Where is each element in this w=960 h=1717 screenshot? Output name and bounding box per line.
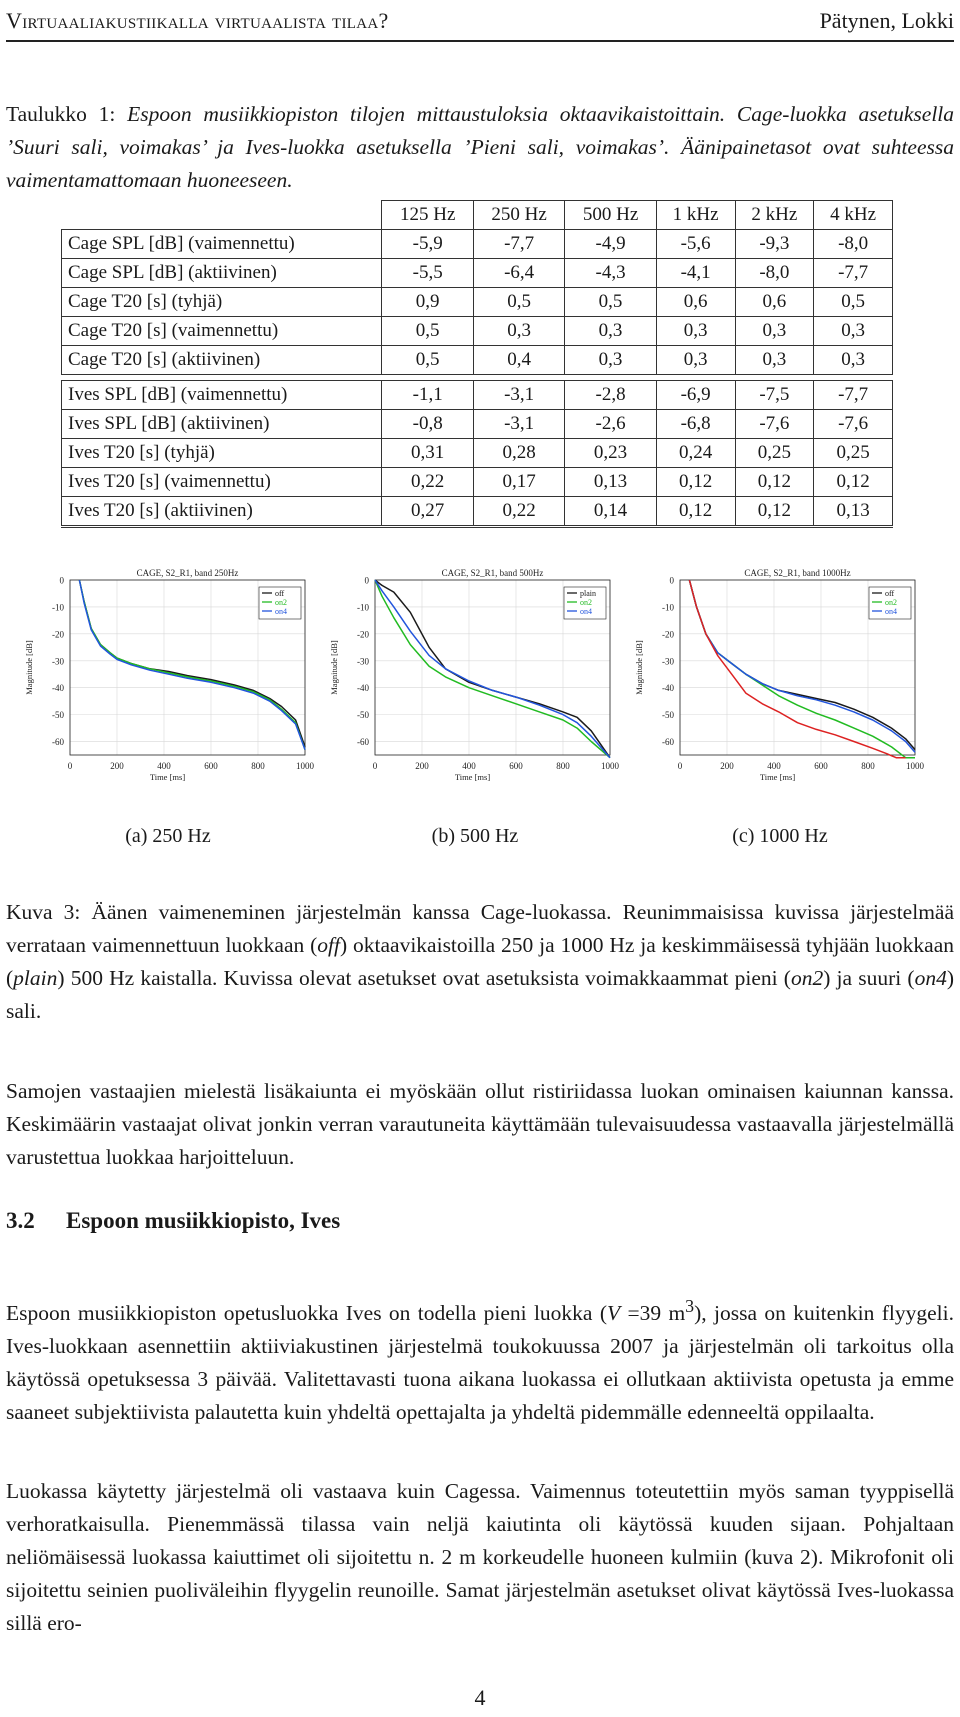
- legend-label: off: [885, 589, 895, 598]
- table-cell: 0,17: [473, 468, 564, 497]
- x-tick-label: 400: [462, 761, 476, 771]
- table-caption: [6, 98, 954, 197]
- table-cell: 0,5: [382, 346, 473, 375]
- y-tick-label: -30: [52, 656, 64, 667]
- legend-label: on4: [275, 607, 287, 616]
- x-axis-label: Time [ms]: [454, 772, 491, 782]
- row-label: Cage SPL [dB] (vaimennettu): [62, 230, 382, 259]
- table-cell: -7,6: [735, 410, 814, 439]
- col-header: 1 kHz: [656, 201, 735, 230]
- y-tick-label: -60: [357, 737, 369, 748]
- x-tick-label: 600: [509, 761, 523, 771]
- table-caption-label: Taulukko 1:: [6, 102, 116, 126]
- figure-caption: [6, 896, 954, 1028]
- table-cell: -7,6: [814, 410, 893, 439]
- y-tick-label: -50: [357, 710, 369, 721]
- row-label: Cage T20 [s] (tyhjä): [62, 288, 382, 317]
- plot-svg: [20, 565, 330, 815]
- y-tick-label: -40: [662, 683, 674, 694]
- figure-caption-text-5: ) sali.: [6, 966, 954, 1023]
- table-cell: 0,23: [565, 439, 656, 468]
- row-label: Ives T20 [s] (tyhjä): [62, 439, 382, 468]
- table-cell: -8,0: [814, 230, 893, 259]
- figure-caption-em-on4: on4: [914, 966, 947, 990]
- row-label: Ives SPL [dB] (vaimennettu): [62, 381, 382, 410]
- x-tick-label: 200: [415, 761, 429, 771]
- legend-label: on2: [580, 598, 592, 607]
- table-row: [62, 259, 893, 288]
- decay-plot-1000hz: [630, 565, 940, 815]
- y-tick-label: -40: [52, 683, 64, 694]
- legend-label: off: [275, 589, 285, 598]
- col-header: 250 Hz: [473, 201, 564, 230]
- y-axis-label: Magnitude [dB]: [634, 640, 644, 695]
- y-tick-label: -50: [662, 710, 674, 721]
- figure-caption-em-off: off: [317, 933, 340, 957]
- table-cell: -3,1: [473, 410, 564, 439]
- table-cell: 0,3: [565, 317, 656, 346]
- figure-caption-label: Kuva 3:: [6, 900, 81, 924]
- table-caption-text: Espoon musiikkiopiston tilojen mittaustuloksia oktaavikaistoittain. Cage-luokka asetuksella ’Suuri sali, voimakas’ ja Ives-luokka asetuksella ’Pieni sali, voimakas’. Äänipainetasot ovat suhteessa vaimentamattomaan huoneeseen.: [6, 102, 955, 192]
- table-cell: 0,12: [656, 497, 735, 527]
- x-tick-label: 200: [110, 761, 124, 771]
- table-cell: 0,5: [565, 288, 656, 317]
- running-head: [6, 8, 954, 34]
- table-cell: 0,6: [656, 288, 735, 317]
- subcaption-a: (a) 250 Hz: [125, 825, 211, 847]
- y-axis-label: Magnitude [dB]: [24, 640, 34, 695]
- paragraph-2: [6, 1290, 954, 1429]
- table-body: [62, 230, 893, 527]
- table-cell: 0,12: [735, 468, 814, 497]
- figure-caption-em-on2: on2: [790, 966, 824, 990]
- table-cell: -4,9: [565, 230, 656, 259]
- table-cell: -6,8: [656, 410, 735, 439]
- y-tick-label: -10: [52, 602, 64, 613]
- legend-label: on2: [275, 598, 287, 607]
- table-cell: 0,5: [382, 317, 473, 346]
- y-tick-label: -40: [357, 683, 369, 694]
- x-tick-label: 800: [861, 761, 875, 771]
- row-label: Ives SPL [dB] (aktiivinen): [62, 410, 382, 439]
- table-cell: -0,8: [382, 410, 473, 439]
- table-cell: 0,28: [473, 439, 564, 468]
- table-cell: -6,9: [656, 381, 735, 410]
- x-tick-label: 400: [157, 761, 171, 771]
- plot-title: CAGE, S2_R1, band 500Hz: [441, 568, 544, 578]
- decay-plot-500hz: [325, 565, 635, 815]
- figure-caption-text-4: ) ja suuri (: [823, 966, 915, 990]
- x-axis-label: Time [ms]: [759, 772, 796, 782]
- y-tick-label: -30: [662, 656, 674, 667]
- y-tick-label: -30: [357, 656, 369, 667]
- figure-caption-text-2: ) oktaavikaistoilla 250 ja 1000 Hz ja keskimmäisessä tyhjään luokkaan (: [6, 933, 954, 990]
- section-title: Espoon musiikkiopisto, Ives: [66, 1208, 341, 1233]
- table-cell: 0,3: [814, 346, 893, 375]
- table-cell: -9,3: [735, 230, 814, 259]
- table-cell: -8,0: [735, 259, 814, 288]
- x-tick-label: 600: [814, 761, 828, 771]
- x-tick-label: 0: [372, 761, 378, 771]
- table-row: [62, 439, 893, 468]
- legend-label: on4: [580, 607, 592, 616]
- volume-exponent: 3: [685, 1296, 695, 1316]
- table-cell: -4,1: [656, 259, 735, 288]
- y-tick-label: -20: [52, 629, 64, 640]
- table-row: [62, 346, 893, 375]
- y-tick-label: 0: [364, 575, 369, 586]
- table-cell: 0,13: [565, 468, 656, 497]
- table-cell: 0,3: [735, 317, 814, 346]
- table-cell: 0,9: [382, 288, 473, 317]
- table-cell: 0,12: [735, 497, 814, 527]
- x-tick-label: 400: [767, 761, 781, 771]
- table-cell: -3,1: [473, 381, 564, 410]
- table-corner: [62, 201, 382, 230]
- x-tick-label: 800: [556, 761, 570, 771]
- y-tick-label: -20: [357, 629, 369, 640]
- x-tick-label: 0: [67, 761, 73, 771]
- table-cell: 0,27: [382, 497, 473, 527]
- page-number: 4: [474, 1685, 486, 1710]
- table-cell: -5,6: [656, 230, 735, 259]
- row-label: Cage T20 [s] (vaimennettu): [62, 317, 382, 346]
- col-header: 2 kHz: [735, 201, 814, 230]
- y-tick-label: -10: [662, 602, 674, 613]
- running-authors: Pätynen, Lokki: [819, 8, 954, 33]
- table-cell: 0,24: [656, 439, 735, 468]
- table-row: [62, 410, 893, 439]
- header-rule: [6, 40, 954, 42]
- table-cell: 0,25: [735, 439, 814, 468]
- table-cell: 0,12: [814, 468, 893, 497]
- x-tick-label: 200: [720, 761, 734, 771]
- table-row: [62, 468, 893, 497]
- table-cell: -1,1: [382, 381, 473, 410]
- col-header: 500 Hz: [565, 201, 656, 230]
- paragraph-2-a: Espoon musiikkiopiston opetusluokka Ives on todella pieni luokka (: [6, 1301, 607, 1326]
- table-cell: 0,5: [473, 288, 564, 317]
- table-cell: 0,3: [656, 346, 735, 375]
- running-title: Virtuaaliakustiikalla virtuaalista tilaa?: [6, 8, 389, 33]
- col-header: 4 kHz: [814, 201, 893, 230]
- x-tick-label: 800: [251, 761, 265, 771]
- table-cell: 0,3: [656, 317, 735, 346]
- table-row: [62, 497, 893, 527]
- section-heading: [6, 1208, 340, 1234]
- table-cell: 0,6: [735, 288, 814, 317]
- table-row: [62, 230, 893, 259]
- subcaption-b: (b) 500 Hz: [431, 825, 519, 847]
- table-cell: 0,5: [814, 288, 893, 317]
- volume-symbol: V: [606, 1301, 621, 1326]
- x-axis-label: Time [ms]: [149, 772, 186, 782]
- table-cell: -5,9: [382, 230, 473, 259]
- table-cell: -4,3: [565, 259, 656, 288]
- table-cell: 0,22: [473, 497, 564, 527]
- decay-plot-250hz: [20, 565, 330, 815]
- y-tick-label: -20: [662, 629, 674, 640]
- x-tick-label: 1000: [906, 761, 924, 771]
- row-label: Cage SPL [dB] (aktiivinen): [62, 259, 382, 288]
- plot-title: CAGE, S2_R1, band 1000Hz: [744, 568, 851, 578]
- table-cell: -5,5: [382, 259, 473, 288]
- table-row: [62, 317, 893, 346]
- table-cell: -7,7: [814, 381, 893, 410]
- table-cell: 0,14: [565, 497, 656, 527]
- x-tick-label: 1000: [601, 761, 619, 771]
- figure-caption-em-plain: plain: [13, 966, 58, 990]
- table-cell: 0,12: [656, 468, 735, 497]
- subcaption-c: (c) 1000 Hz: [732, 825, 828, 847]
- plot-svg: [630, 565, 940, 815]
- col-header: 125 Hz: [382, 201, 473, 230]
- table-cell: 0,25: [814, 439, 893, 468]
- section-number: 3.2: [6, 1208, 35, 1233]
- legend-label: on2: [885, 598, 897, 607]
- table-row: [62, 381, 893, 410]
- y-tick-label: -60: [52, 737, 64, 748]
- table-cell: -7,7: [473, 230, 564, 259]
- y-axis-label: Magnitude [dB]: [329, 640, 339, 695]
- plot-svg: [325, 565, 635, 815]
- figure-caption-text-1: Äänen vaimeneminen järjestelmän kanssa Cage-luokassa. Reunimmaisissa kuvissa järjestelmää verrataan vaimennettuun luokkaan (: [6, 900, 955, 957]
- table-cell: 0,13: [814, 497, 893, 527]
- table-cell: -7,7: [814, 259, 893, 288]
- paragraph-1: Samojen vastaajien mielestä lisäkaiunta ei myöskään ollut ristiriidassa luokan ominaisen kaiunnan kanssa. Keskimäärin vastaajat olivat jonkin verran varautuneita käyttämään tulevaisuudessa vastaavalla järjestelmällä varustettua luokkaa harjoitteluun.: [6, 1079, 954, 1169]
- table-cell: 0,22: [382, 468, 473, 497]
- y-tick-label: 0: [669, 575, 674, 586]
- plot-title: CAGE, S2_R1, band 250Hz: [136, 568, 239, 578]
- x-tick-label: 1000: [296, 761, 314, 771]
- y-tick-label: -60: [662, 737, 674, 748]
- table-cell: -2,8: [565, 381, 656, 410]
- table-cell: 0,3: [814, 317, 893, 346]
- results-table: [61, 200, 893, 528]
- paragraph-3: Luokassa käytetty järjestelmä oli vastaava kuin Cagessa. Vaimennus toteutettiin myös saman tyyppisellä verhoratkaisulla. Pienemmässä tilassa vain neljä kaiutinta oli käytössä kuuden sijaan. Pohjaltaan neliömäisessä luokassa kaiuttimet oli sijoitettu n. 2 m korkeudelle huoneen kulmiin (kuva 2). Mikrofonit oli sijoitettu seinien puoliväleihin flyygelin reunoille. Samat järjestelmän asetukset olivat käytössä Ives-luokassa sillä ero-: [6, 1479, 954, 1635]
- row-label: Ives T20 [s] (vaimennettu): [62, 468, 382, 497]
- legend-label: plain: [580, 589, 596, 598]
- volume-eq: =39 m: [620, 1301, 686, 1326]
- table-cell: 0,31: [382, 439, 473, 468]
- figure-caption-text-3: ) 500 Hz kaistalla. Kuvissa olevat asetukset ovat asetuksista voimakkaammat pieni (: [57, 966, 791, 990]
- y-tick-label: 0: [59, 575, 64, 586]
- table-cell: 0,3: [473, 317, 564, 346]
- table-cell: 0,4: [473, 346, 564, 375]
- row-label: Cage T20 [s] (aktiivinen): [62, 346, 382, 375]
- x-tick-label: 0: [677, 761, 683, 771]
- row-label: Ives T20 [s] (aktiivinen): [62, 497, 382, 527]
- table-cell: -2,6: [565, 410, 656, 439]
- table-header-row: [62, 201, 893, 230]
- table-cell: -6,4: [473, 259, 564, 288]
- table-cell: -7,5: [735, 381, 814, 410]
- table-row: [62, 288, 893, 317]
- x-tick-label: 600: [204, 761, 218, 771]
- table-cell: 0,3: [565, 346, 656, 375]
- paragraph-2-b: ), jossa on kuitenkin flyygeli. Ives-luokkaan asennettiin aktiiviakustinen järjestelmä toukokuussa 2007 ja järjestelmän oli tarkoitus olla käytössä opetuksessa 3 päivää. Valitettavasti tuona aikana luokassa ei ollutkaan aktiivista opetusta ja emme saaneet subjektiivista palautetta kuin yhdeltä opettajalta ja yhdeltä pidemmälle edenneeltä oppilaalta.: [6, 1301, 954, 1425]
- y-tick-label: -50: [52, 710, 64, 721]
- legend-label: on4: [885, 607, 897, 616]
- y-tick-label: -10: [357, 602, 369, 613]
- table-cell: 0,3: [735, 346, 814, 375]
